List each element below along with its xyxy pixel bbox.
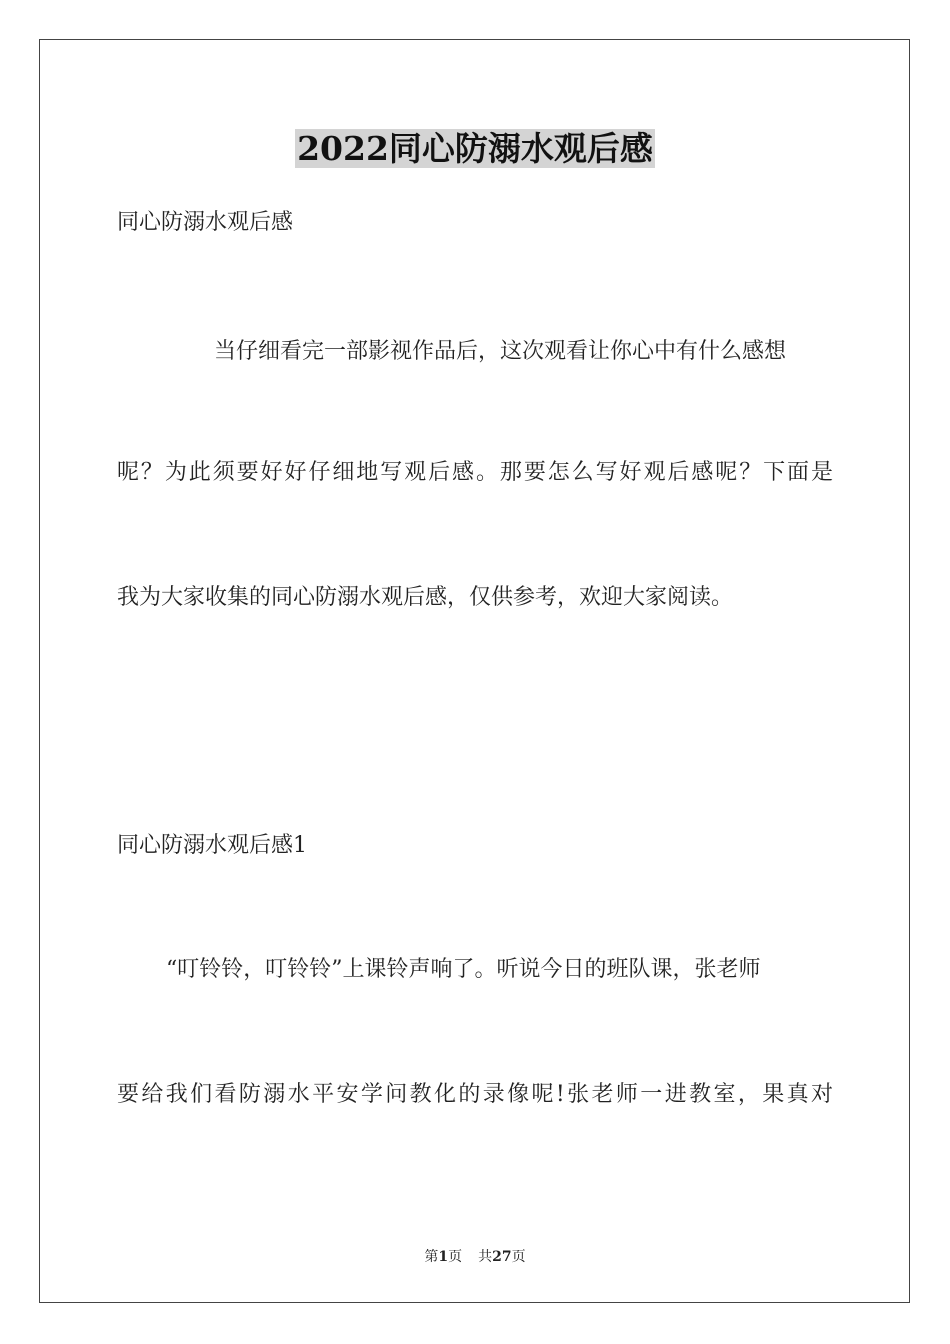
section-1-paragraph-line-1: “叮铃铃，叮铃铃”上课铃声响了。听说今日的班队课，张老师 <box>166 957 761 982</box>
footer-page-suffix: 页 <box>448 1249 463 1265</box>
intro-paragraph-line-3: 我为大家收集的同心防溺水观后感，仅供参考，欢迎大家阅读。 <box>117 585 734 610</box>
intro-heading: 同心防溺水观后感 <box>117 210 294 235</box>
section-1-paragraph-line-2: 要给我们看防溺水平安学问教化的录像呢!张老师一进教室，果真对 <box>117 1082 833 1107</box>
document-title <box>0 126 950 172</box>
intro-paragraph-line-1: 当仔细看完一部影视作品后，这次观看让你心中有什么感想 <box>214 339 787 364</box>
document-title-text: 2022同心防溺水观后感 <box>297 129 653 168</box>
footer-page-total: 27 <box>492 1249 512 1265</box>
intro-paragraph-line-2: 呢？为此须要好好仔细地写观后感。那要怎么写好观后感呢？下面是 <box>117 460 833 485</box>
footer-total-prefix: 共 <box>478 1249 493 1265</box>
page-footer <box>0 1248 950 1266</box>
footer-page-current: 1 <box>438 1249 449 1265</box>
footer-page-prefix: 第 <box>424 1249 439 1265</box>
section-1-heading: 同心防溺水观后感1 <box>117 833 307 858</box>
footer-total-suffix: 页 <box>511 1249 526 1265</box>
